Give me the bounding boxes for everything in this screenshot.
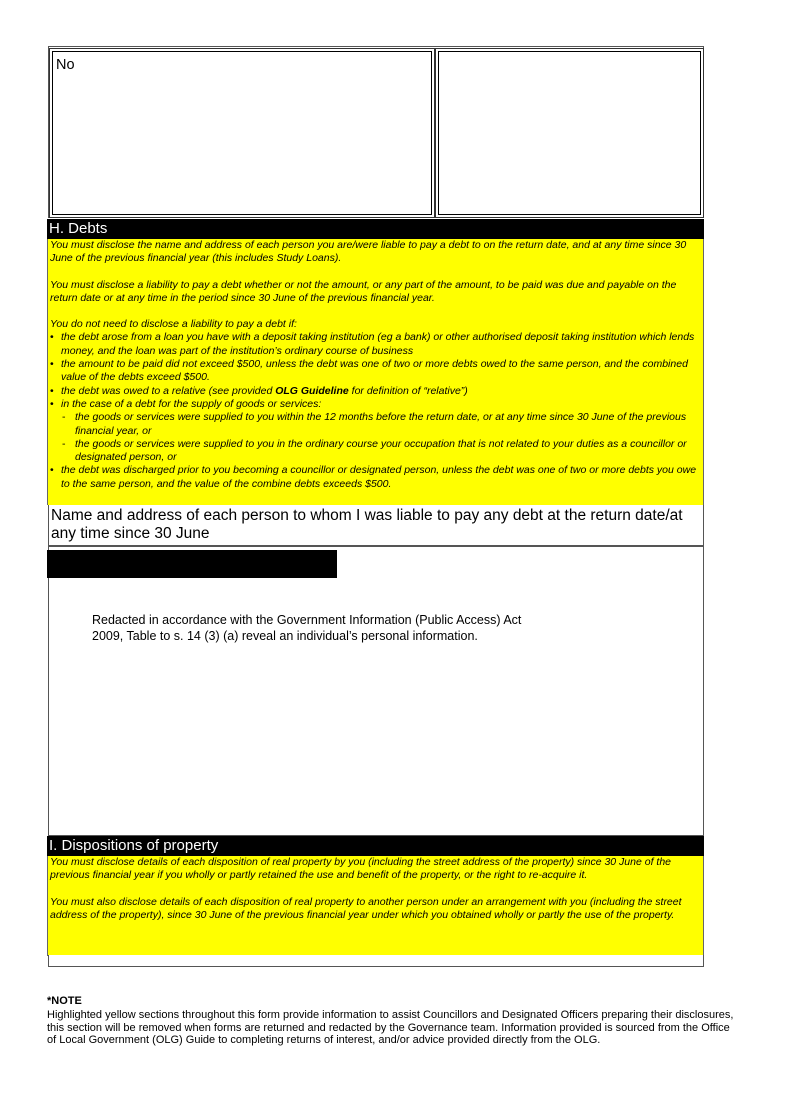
section-h-header bbox=[47, 219, 704, 239]
dash-marker: - bbox=[62, 411, 66, 424]
guidance-bullet bbox=[48, 398, 703, 411]
bullet-marker: • bbox=[50, 358, 54, 371]
guidance-bullet bbox=[48, 385, 703, 398]
debt-field-label-text: Name and address of each person to whom I was liable to pay any debt at the return date/at any time since 30 June bbox=[51, 507, 683, 542]
answer-no: No bbox=[56, 57, 75, 73]
note-title: *NOTE bbox=[47, 995, 82, 1007]
bullet-marker: • bbox=[50, 331, 54, 344]
answer-cell-right[interactable] bbox=[435, 48, 704, 218]
section-h-title: H. Debts bbox=[49, 220, 108, 237]
redaction-block bbox=[47, 550, 337, 578]
bullet-text: the debt was discharged prior to you becoming a councillor or designated person, unless the debt was one of two or more debts you owe to the same person, and the value of the combine debts exceeds $500. bbox=[61, 464, 697, 490]
guidance-sub-bullet bbox=[48, 411, 703, 438]
section-i-header bbox=[47, 836, 704, 856]
guidance-bullet bbox=[48, 358, 703, 385]
answer-cell-left[interactable] bbox=[49, 48, 435, 218]
guidance-paragraph: You must also disclose details of each disposition of real property to another person under an arrangement with you (including the street address of the property), since 30 June of the previous financial year under which you obtained wholly or partly the use of the property. bbox=[50, 895, 682, 921]
sub-bullet-text: the goods or services were supplied to you within the 12 months before the return date, or at any time since 30 June of the previous financial year, or bbox=[75, 411, 687, 437]
olg-guideline-reference: OLG Guideline bbox=[275, 384, 349, 397]
section-i-guidance bbox=[47, 856, 704, 956]
sub-bullet-text: the goods or services were supplied to you in the ordinary course your occupation that is not related to your duties as a councillor or designated person, or bbox=[75, 437, 687, 464]
note-body: Highlighted yellow sections throughout this form provide information to assist Councillors and Designated Officers preparing their disclosures, this section will be removed when forms are returned and redacted by the Governance team. Information provided is sourced from the Office of Local Government (OLG) Guide to completing returns of interest, and/or advice provided directly from the OLG. bbox=[47, 1009, 734, 1046]
bullet-text: the debt was owed to a relative (see provided bbox=[61, 384, 276, 397]
bullet-text: the debt arose from a loan you have with a deposit taking institution (eg a bank) or other authorised deposit taking institution which lends money, and the loan was part of the institution’s ordinary course of business bbox=[61, 331, 695, 357]
guidance-paragraph: You do not need to disclose a liability to pay a debt if: bbox=[50, 318, 297, 331]
answer-cell-right-frame bbox=[438, 51, 701, 215]
section-i-response-field[interactable] bbox=[48, 955, 704, 967]
guidance-sub-bullet bbox=[48, 438, 703, 465]
guidance-paragraph: You must disclose the name and address of each person you are/were liable to pay a debt to on the return date, and at any time since 30 June of the previous financial year (this includes Study Loans). bbox=[50, 239, 687, 265]
bullet-text: in the case of a debt for the supply of goods or services: bbox=[61, 397, 322, 410]
bullet-marker: • bbox=[50, 464, 54, 477]
bullet-marker: • bbox=[50, 397, 54, 410]
guidance-paragraph: You must disclose a liability to pay a debt whether or not the amount, or any part of the amount, to be paid was due and payable on the return date or at any time in the period since 30 June of the previous financial year. bbox=[50, 278, 677, 304]
section-i-title: I. Dispositions of property bbox=[49, 837, 219, 854]
debt-field-label bbox=[48, 505, 704, 546]
bullet-marker: • bbox=[50, 384, 54, 397]
bullet-text: the amount to be paid did not exceed $500, unless the debt was one of two or more debts owed to the same person, and the combined value of the debts exceed $500. bbox=[61, 358, 688, 384]
bullet-text: for definition of “relative”) bbox=[348, 384, 468, 397]
guidance-bullet bbox=[48, 464, 703, 491]
redaction-note: Redacted in accordance with the Government Information (Public Access) Act 2009, Table to s. 14 (3) (a) reveal an individual’s personal information. bbox=[92, 613, 522, 643]
dash-marker: - bbox=[62, 437, 66, 450]
guidance-bullet bbox=[48, 331, 703, 358]
answer-cell-left-frame bbox=[52, 51, 432, 215]
guidance-paragraph: You must disclose details of each disposition of real property by you (including the street address of the property) since 30 June of the previous financial year if you wholly or partly retained the use and benefit of the property, or the right to re-acquire it. bbox=[50, 856, 672, 882]
debt-response-field[interactable] bbox=[48, 546, 704, 836]
section-h-guidance bbox=[47, 239, 704, 505]
